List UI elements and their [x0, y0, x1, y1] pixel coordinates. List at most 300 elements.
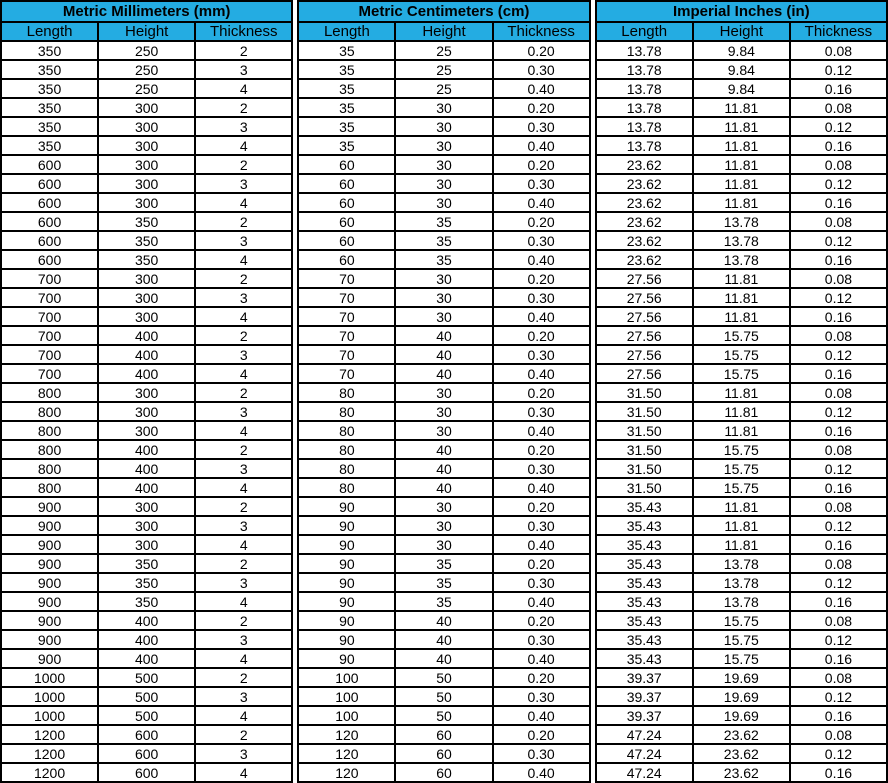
table-row [596, 98, 887, 117]
table-cell: 3 [195, 630, 292, 649]
table-cell: 60 [298, 231, 395, 250]
table-cell: 35 [298, 136, 395, 155]
table-cell: 0.30 [493, 459, 590, 478]
table-cell: 30 [395, 516, 492, 535]
table-cell: 0.20 [493, 212, 590, 231]
table-cell: 70 [298, 345, 395, 364]
table-cell: 11.81 [693, 117, 790, 136]
table-cell: 13.78 [693, 592, 790, 611]
table-cell: 4 [195, 763, 292, 782]
table-row [1, 41, 292, 60]
table-cell: 35 [395, 231, 492, 250]
table-cell: 300 [98, 307, 195, 326]
table-cell: 60 [395, 763, 492, 782]
table-cell: 2 [195, 725, 292, 744]
group-title-row [1, 1, 292, 22]
table-cell: 600 [98, 763, 195, 782]
table-cell: 35 [395, 554, 492, 573]
table-row [1, 744, 292, 763]
table-row [596, 193, 887, 212]
table-cell: 70 [298, 326, 395, 345]
table-cell: 4 [195, 250, 292, 269]
table-cell: 0.08 [790, 668, 887, 687]
table-cell: 900 [1, 592, 98, 611]
table-cell: 1000 [1, 706, 98, 725]
table-cell: 90 [298, 573, 395, 592]
table-cell: 400 [98, 611, 195, 630]
table-cell: 400 [98, 345, 195, 364]
table-cell: 100 [298, 687, 395, 706]
table-row [1, 383, 292, 402]
table-row [596, 117, 887, 136]
table-cell: 13.78 [596, 98, 693, 117]
table-cell: 300 [98, 117, 195, 136]
table-row [298, 212, 589, 231]
table-row [596, 649, 887, 668]
table-cell: 300 [98, 98, 195, 117]
table-cell: 800 [1, 478, 98, 497]
group-header-cm: Metric Centimeters (cm) [298, 1, 589, 22]
in-table [595, 0, 888, 783]
table-cell: 400 [98, 326, 195, 345]
table-cell: 80 [298, 478, 395, 497]
table-cell: 39.37 [596, 668, 693, 687]
table-cell: 40 [395, 326, 492, 345]
table-cell: 2 [195, 440, 292, 459]
table-row [596, 554, 887, 573]
cm-table [297, 0, 590, 783]
column-header-thickness: Thickness [493, 22, 590, 41]
table-cell: 9.84 [693, 41, 790, 60]
table-row [298, 668, 589, 687]
table-cell: 35.43 [596, 497, 693, 516]
table-cell: 0.12 [790, 117, 887, 136]
table-cell: 300 [98, 136, 195, 155]
table-row [596, 345, 887, 364]
table-cell: 13.78 [693, 250, 790, 269]
table-cell: 0.20 [493, 668, 590, 687]
table-row [1, 497, 292, 516]
table-cell: 0.20 [493, 269, 590, 288]
table-row [1, 459, 292, 478]
table-row [596, 364, 887, 383]
table-cell: 0.16 [790, 649, 887, 668]
table-cell: 400 [98, 459, 195, 478]
table-cell: 0.12 [790, 60, 887, 79]
table-row [298, 155, 589, 174]
table-cell: 11.81 [693, 421, 790, 440]
table-cell: 300 [98, 383, 195, 402]
table-cell: 2 [195, 668, 292, 687]
table-cell: 11.81 [693, 516, 790, 535]
table-cell: 400 [98, 440, 195, 459]
table-cell: 500 [98, 706, 195, 725]
table-cell: 0.40 [493, 706, 590, 725]
table-cell: 90 [298, 535, 395, 554]
table-cell: 30 [395, 497, 492, 516]
table-cell: 0.30 [493, 516, 590, 535]
table-row [298, 193, 589, 212]
table-cell: 350 [98, 573, 195, 592]
table-row [298, 459, 589, 478]
table-row [298, 231, 589, 250]
table-cell: 3 [195, 174, 292, 193]
table-cell: 40 [395, 459, 492, 478]
table-cell: 0.20 [493, 155, 590, 174]
table-cell: 0.20 [493, 383, 590, 402]
table-cell: 35 [298, 117, 395, 136]
table-cell: 70 [298, 288, 395, 307]
table-row [1, 516, 292, 535]
table-cell: 0.30 [493, 687, 590, 706]
table-cell: 31.50 [596, 421, 693, 440]
table-cell: 40 [395, 440, 492, 459]
table-cell: 3 [195, 288, 292, 307]
table-cell: 900 [1, 497, 98, 516]
table-cell: 23.62 [596, 193, 693, 212]
table-cell: 0.16 [790, 364, 887, 383]
table-cell: 35.43 [596, 573, 693, 592]
column-header-row [1, 22, 292, 41]
table-cell: 0.20 [493, 98, 590, 117]
table-row [596, 763, 887, 782]
table-cell: 30 [395, 288, 492, 307]
table-cell: 0.08 [790, 497, 887, 516]
table-cell: 11.81 [693, 288, 790, 307]
table-cell: 800 [1, 402, 98, 421]
table-row [596, 136, 887, 155]
table-cell: 0.08 [790, 155, 887, 174]
table-cell: 0.30 [493, 744, 590, 763]
table-cell: 1200 [1, 763, 98, 782]
table-row [1, 212, 292, 231]
table-row [1, 136, 292, 155]
table-cell: 600 [98, 744, 195, 763]
table-row [596, 592, 887, 611]
table-row [1, 326, 292, 345]
table-cell: 120 [298, 763, 395, 782]
table-row [596, 231, 887, 250]
table-row [298, 554, 589, 573]
table-cell: 900 [1, 630, 98, 649]
group-header-in: Imperial Inches (in) [596, 1, 887, 22]
table-row [596, 60, 887, 79]
table-row [298, 307, 589, 326]
table-cell: 11.81 [693, 269, 790, 288]
table-cell: 70 [298, 269, 395, 288]
table-cell: 90 [298, 497, 395, 516]
table-row [298, 250, 589, 269]
table-cell: 47.24 [596, 725, 693, 744]
table-cell: 4 [195, 649, 292, 668]
table-cell: 600 [1, 174, 98, 193]
table-row [596, 440, 887, 459]
table-row [596, 307, 887, 326]
table-cell: 1000 [1, 687, 98, 706]
table-cell: 47.24 [596, 744, 693, 763]
table-cell: 0.16 [790, 478, 887, 497]
table-cell: 39.37 [596, 687, 693, 706]
table-cell: 11.81 [693, 307, 790, 326]
table-cell: 13.78 [596, 79, 693, 98]
table-cell: 13.78 [693, 212, 790, 231]
table-cell: 0.12 [790, 402, 887, 421]
table-cell: 3 [195, 573, 292, 592]
table-row [298, 725, 589, 744]
table-cell: 80 [298, 440, 395, 459]
table-cell: 350 [98, 592, 195, 611]
table-cell: 800 [1, 421, 98, 440]
table-cell: 900 [1, 573, 98, 592]
table-cell: 27.56 [596, 269, 693, 288]
table-cell: 23.62 [596, 174, 693, 193]
table-cell: 11.81 [693, 174, 790, 193]
table-cell: 0.08 [790, 554, 887, 573]
table-cell: 23.62 [693, 725, 790, 744]
table-cell: 60 [395, 725, 492, 744]
table-row [298, 288, 589, 307]
table-cell: 50 [395, 668, 492, 687]
table-cell: 4 [195, 535, 292, 554]
table-cell: 350 [98, 212, 195, 231]
table-cell: 0.20 [493, 497, 590, 516]
table-cell: 30 [395, 98, 492, 117]
table-cell: 23.62 [596, 212, 693, 231]
table-cell: 90 [298, 649, 395, 668]
table-cell: 60 [298, 155, 395, 174]
table-row [298, 421, 589, 440]
table-cell: 15.75 [693, 459, 790, 478]
table-row [298, 630, 589, 649]
table-cell: 0.30 [493, 117, 590, 136]
table-cell: 0.16 [790, 421, 887, 440]
table-cell: 900 [1, 611, 98, 630]
table-cell: 13.78 [693, 573, 790, 592]
table-cell: 23.62 [693, 763, 790, 782]
table-cell: 800 [1, 440, 98, 459]
table-cell: 60 [298, 193, 395, 212]
table-cell: 0.08 [790, 98, 887, 117]
table-cell: 4 [195, 307, 292, 326]
table-cell: 0.08 [790, 41, 887, 60]
table-cell: 700 [1, 288, 98, 307]
column-header-thickness: Thickness [195, 22, 292, 41]
table-row [298, 117, 589, 136]
table-cell: 80 [298, 383, 395, 402]
table-cell: 13.78 [596, 41, 693, 60]
table-cell: 4 [195, 706, 292, 725]
table-row [1, 174, 292, 193]
table-cell: 700 [1, 345, 98, 364]
table-cell: 23.62 [596, 250, 693, 269]
table-row [596, 630, 887, 649]
column-header-thickness: Thickness [790, 22, 887, 41]
table-cell: 600 [1, 155, 98, 174]
table-row [1, 117, 292, 136]
table-cell: 23.62 [596, 155, 693, 174]
table-row [1, 611, 292, 630]
table-cell: 300 [98, 174, 195, 193]
table-cell: 60 [298, 174, 395, 193]
table-cell: 30 [395, 193, 492, 212]
table-cell: 80 [298, 402, 395, 421]
table-row [298, 611, 589, 630]
table-cell: 23.62 [693, 744, 790, 763]
table-cell: 350 [98, 554, 195, 573]
table-cell: 4 [195, 364, 292, 383]
table-cell: 90 [298, 592, 395, 611]
table-cell: 60 [298, 212, 395, 231]
table-cell: 27.56 [596, 326, 693, 345]
table-cell: 11.81 [693, 136, 790, 155]
table-cell: 350 [98, 250, 195, 269]
table-row [1, 402, 292, 421]
table-cell: 11.81 [693, 535, 790, 554]
table-cell: 0.40 [493, 364, 590, 383]
table-cell: 60 [298, 250, 395, 269]
table-row [1, 60, 292, 79]
table-cell: 900 [1, 649, 98, 668]
table-row [596, 250, 887, 269]
table-row [596, 155, 887, 174]
table-cell: 35 [395, 250, 492, 269]
table-cell: 0.16 [790, 193, 887, 212]
table-row [596, 706, 887, 725]
table-cell: 35.43 [596, 592, 693, 611]
table-cell: 0.40 [493, 250, 590, 269]
table-row [1, 592, 292, 611]
table-cell: 120 [298, 744, 395, 763]
table-cell: 11.81 [693, 193, 790, 212]
table-row [298, 744, 589, 763]
table-cell: 31.50 [596, 402, 693, 421]
table-cell: 2 [195, 383, 292, 402]
table-row [596, 326, 887, 345]
table-cell: 0.30 [493, 345, 590, 364]
column-header-row [596, 22, 887, 41]
table-cell: 0.40 [493, 478, 590, 497]
mm-table [0, 0, 293, 783]
table-cell: 2 [195, 269, 292, 288]
table-row [298, 440, 589, 459]
table-cell: 35 [298, 41, 395, 60]
table-cell: 4 [195, 136, 292, 155]
table-row [1, 763, 292, 782]
table-cell: 250 [98, 41, 195, 60]
table-row [1, 345, 292, 364]
table-cell: 0.12 [790, 345, 887, 364]
table-cell: 4 [195, 421, 292, 440]
table-row [596, 725, 887, 744]
table-cell: 30 [395, 535, 492, 554]
table-cell: 13.78 [693, 231, 790, 250]
table-cell: 35.43 [596, 516, 693, 535]
table-row [596, 478, 887, 497]
table-cell: 2 [195, 497, 292, 516]
table-row [298, 41, 589, 60]
table-row [298, 649, 589, 668]
table-cell: 350 [1, 117, 98, 136]
table-cell: 3 [195, 516, 292, 535]
table-row [1, 193, 292, 212]
table-row [596, 535, 887, 554]
table-cell: 800 [1, 383, 98, 402]
table-row [596, 79, 887, 98]
table-cell: 2 [195, 155, 292, 174]
table-cell: 40 [395, 649, 492, 668]
table-cell: 100 [298, 668, 395, 687]
table-cell: 30 [395, 269, 492, 288]
table-cell: 0.12 [790, 459, 887, 478]
table-cell: 0.08 [790, 611, 887, 630]
table-cell: 0.30 [493, 573, 590, 592]
table-cell: 0.20 [493, 611, 590, 630]
table-row [1, 288, 292, 307]
table-cell: 0.40 [493, 79, 590, 98]
table-cell: 0.40 [493, 592, 590, 611]
table-cell: 3 [195, 345, 292, 364]
table-cell: 0.20 [493, 440, 590, 459]
table-cell: 35.43 [596, 649, 693, 668]
table-cell: 0.40 [493, 535, 590, 554]
table-row [1, 535, 292, 554]
table-cell: 0.16 [790, 136, 887, 155]
table-cell: 400 [98, 630, 195, 649]
table-cell: 30 [395, 421, 492, 440]
table-cell: 11.81 [693, 497, 790, 516]
table-cell: 700 [1, 326, 98, 345]
table-cell: 30 [395, 136, 492, 155]
table-cell: 13.78 [596, 117, 693, 136]
table-cell: 0.12 [790, 687, 887, 706]
table-cell: 90 [298, 630, 395, 649]
table-row [596, 611, 887, 630]
table-cell: 300 [98, 155, 195, 174]
table-cell: 30 [395, 155, 492, 174]
table-cell: 35 [298, 60, 395, 79]
table-cell: 300 [98, 516, 195, 535]
table-row [298, 345, 589, 364]
table-row [1, 98, 292, 117]
table-row [298, 326, 589, 345]
table-cell: 0.30 [493, 231, 590, 250]
table-cell: 15.75 [693, 611, 790, 630]
table-cell: 30 [395, 174, 492, 193]
table-row [1, 250, 292, 269]
table-cell: 19.69 [693, 706, 790, 725]
table-cell: 400 [98, 478, 195, 497]
column-header-length: Length [1, 22, 98, 41]
table-cell: 90 [298, 554, 395, 573]
table-cell: 27.56 [596, 345, 693, 364]
table-row [596, 497, 887, 516]
table-row [1, 630, 292, 649]
table-cell: 600 [98, 725, 195, 744]
table-cell: 3 [195, 459, 292, 478]
table-cell: 0.20 [493, 41, 590, 60]
table-cell: 1000 [1, 668, 98, 687]
table-cell: 40 [395, 345, 492, 364]
table-cell: 0.16 [790, 250, 887, 269]
table-row [1, 421, 292, 440]
table-cell: 15.75 [693, 326, 790, 345]
table-row [1, 269, 292, 288]
table-cell: 11.81 [693, 155, 790, 174]
table-cell: 900 [1, 535, 98, 554]
table-cell: 350 [1, 98, 98, 117]
table-cell: 27.56 [596, 307, 693, 326]
table-cell: 700 [1, 364, 98, 383]
